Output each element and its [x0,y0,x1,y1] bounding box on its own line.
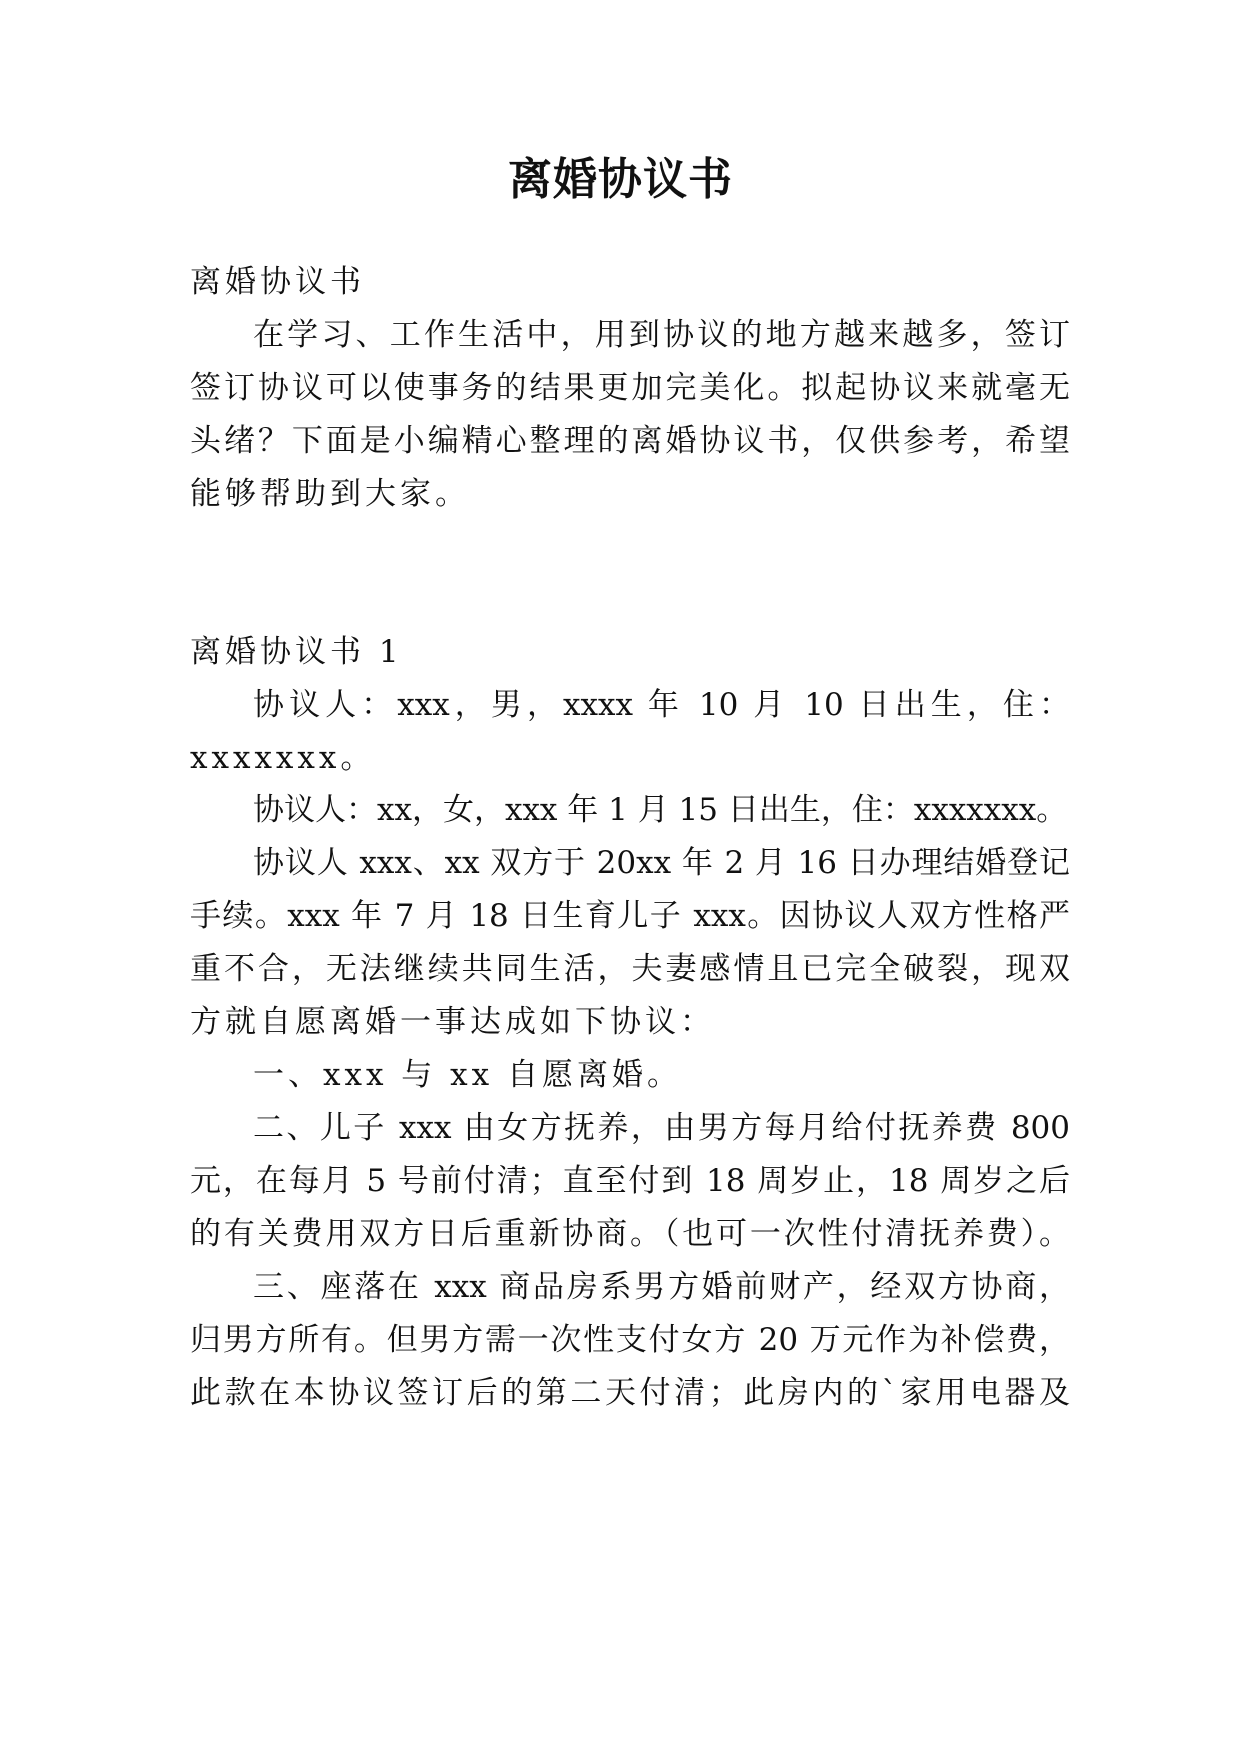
section-heading: 离婚协议书 [190,264,365,300]
paragraph-line: 一、xxx 与 xx 自愿离婚。 [253,1057,682,1093]
paragraph-line: xxxxxxx。 [190,740,376,776]
paragraph-line: 元，在每月 5 号前付清；直至付到 18 周岁止，18 周岁之后 [190,1163,1070,1199]
paragraph-line: 在学习、工作生活中，用到协议的地方越来越多，签订 [253,317,1070,353]
section-heading: 离婚协议书 1 [190,634,403,670]
paragraph-line: 归男方所有。但男方需一次性支付女方 20 万元作为补偿费， [190,1322,1070,1358]
paragraph-line: 能够帮助到大家。 [190,476,470,512]
paragraph-line: 协议人：xx，女，xxx 年 1 月 15 日出生，住：xxxxxxx。 [253,792,1068,828]
paragraph-line: 手续。xxx 年 7 月 18 日生育儿子 xxx。因协议人双方性格严 [190,898,1070,934]
paragraph-line: 头绪？下面是小编精心整理的离婚协议书，仅供参考，希望 [190,423,1070,459]
paragraph-line: 方就自愿离婚一事达成如下协议： [190,1004,715,1040]
paragraph-line: 签订协议可以使事务的结果更加完美化。拟起协议来就毫无 [190,370,1070,406]
document-title: 离婚协议书 [508,154,733,205]
paragraph-line: 此款在本协议签订后的第二天付清；此房内的`家用电器及 [190,1375,1070,1411]
paragraph-line: 的有关费用双方日后重新协商。（也可一次性付清抚养费）。 [190,1216,1070,1252]
paragraph-line: 二、儿子 xxx 由女方抚养，由男方每月给付抚养费 800 [253,1110,1070,1146]
paragraph-line: 重不合，无法继续共同生活，夫妻感情且已完全破裂，现双 [190,951,1070,987]
paragraph-line: 协议人：xxx，男，xxxx 年 10 月 10 日出生，住： [253,687,1070,723]
paragraph-line: 协议人 xxx、xx 双方于 20xx 年 2 月 16 日办理结婚登记 [253,845,1070,881]
paragraph-line: 三、座落在 xxx 商品房系男方婚前财产，经双方协商， [253,1269,1070,1305]
